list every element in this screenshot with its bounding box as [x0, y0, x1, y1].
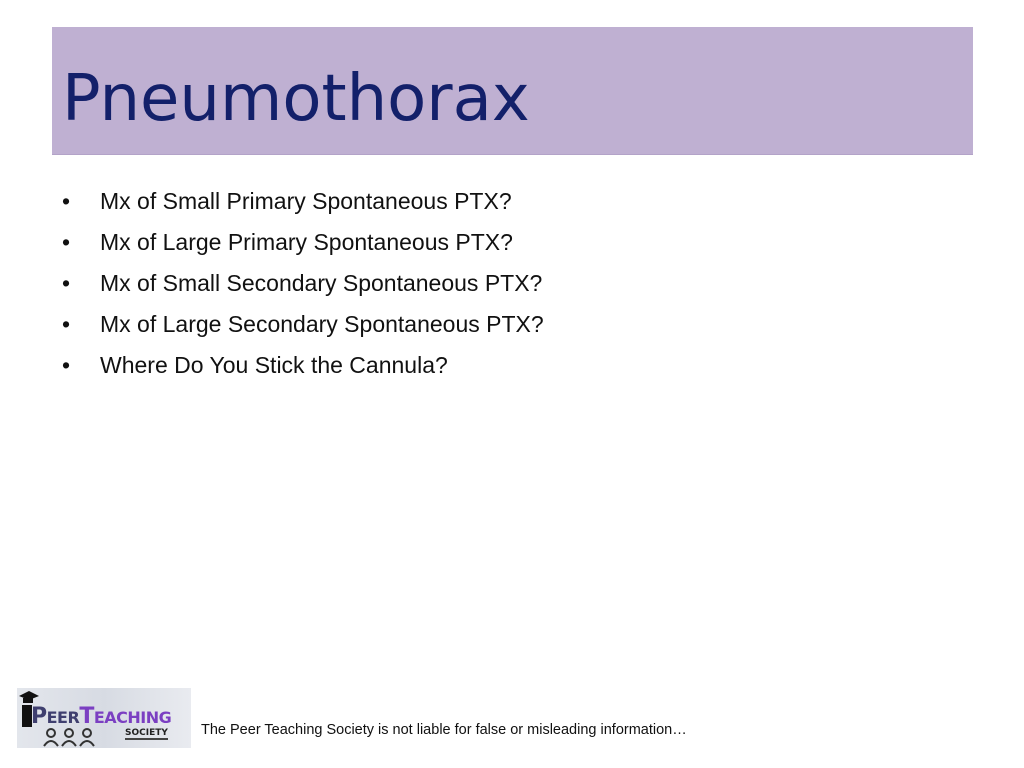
peer-teaching-society-logo — [17, 688, 191, 748]
slide-title: Pneumothorax — [62, 62, 530, 136]
footer-disclaimer: The Peer Teaching Society is not liable for false or misleading information… — [201, 722, 687, 738]
bullet-icon: • — [62, 311, 71, 337]
title-band — [52, 27, 973, 155]
bullet-text: Mx of Large Secondary Spontaneous PTX? — [100, 311, 544, 337]
bullet-icon: • — [62, 188, 71, 214]
bullet-text: Mx of Small Primary Spontaneous PTX? — [100, 188, 512, 214]
logo-society-label: SOCIETY — [125, 728, 168, 738]
logo-wordmark: PEERTEACHING — [31, 704, 172, 729]
bullet-icon: • — [62, 229, 71, 255]
bullet-text: Where Do You Stick the Cannula? — [100, 352, 448, 378]
bullet-icon: • — [62, 270, 71, 296]
bullet-text: Mx of Small Secondary Spontaneous PTX? — [100, 270, 543, 296]
bullet-icon: • — [62, 352, 71, 378]
bullet-text: Mx of Large Primary Spontaneous PTX? — [100, 229, 513, 255]
